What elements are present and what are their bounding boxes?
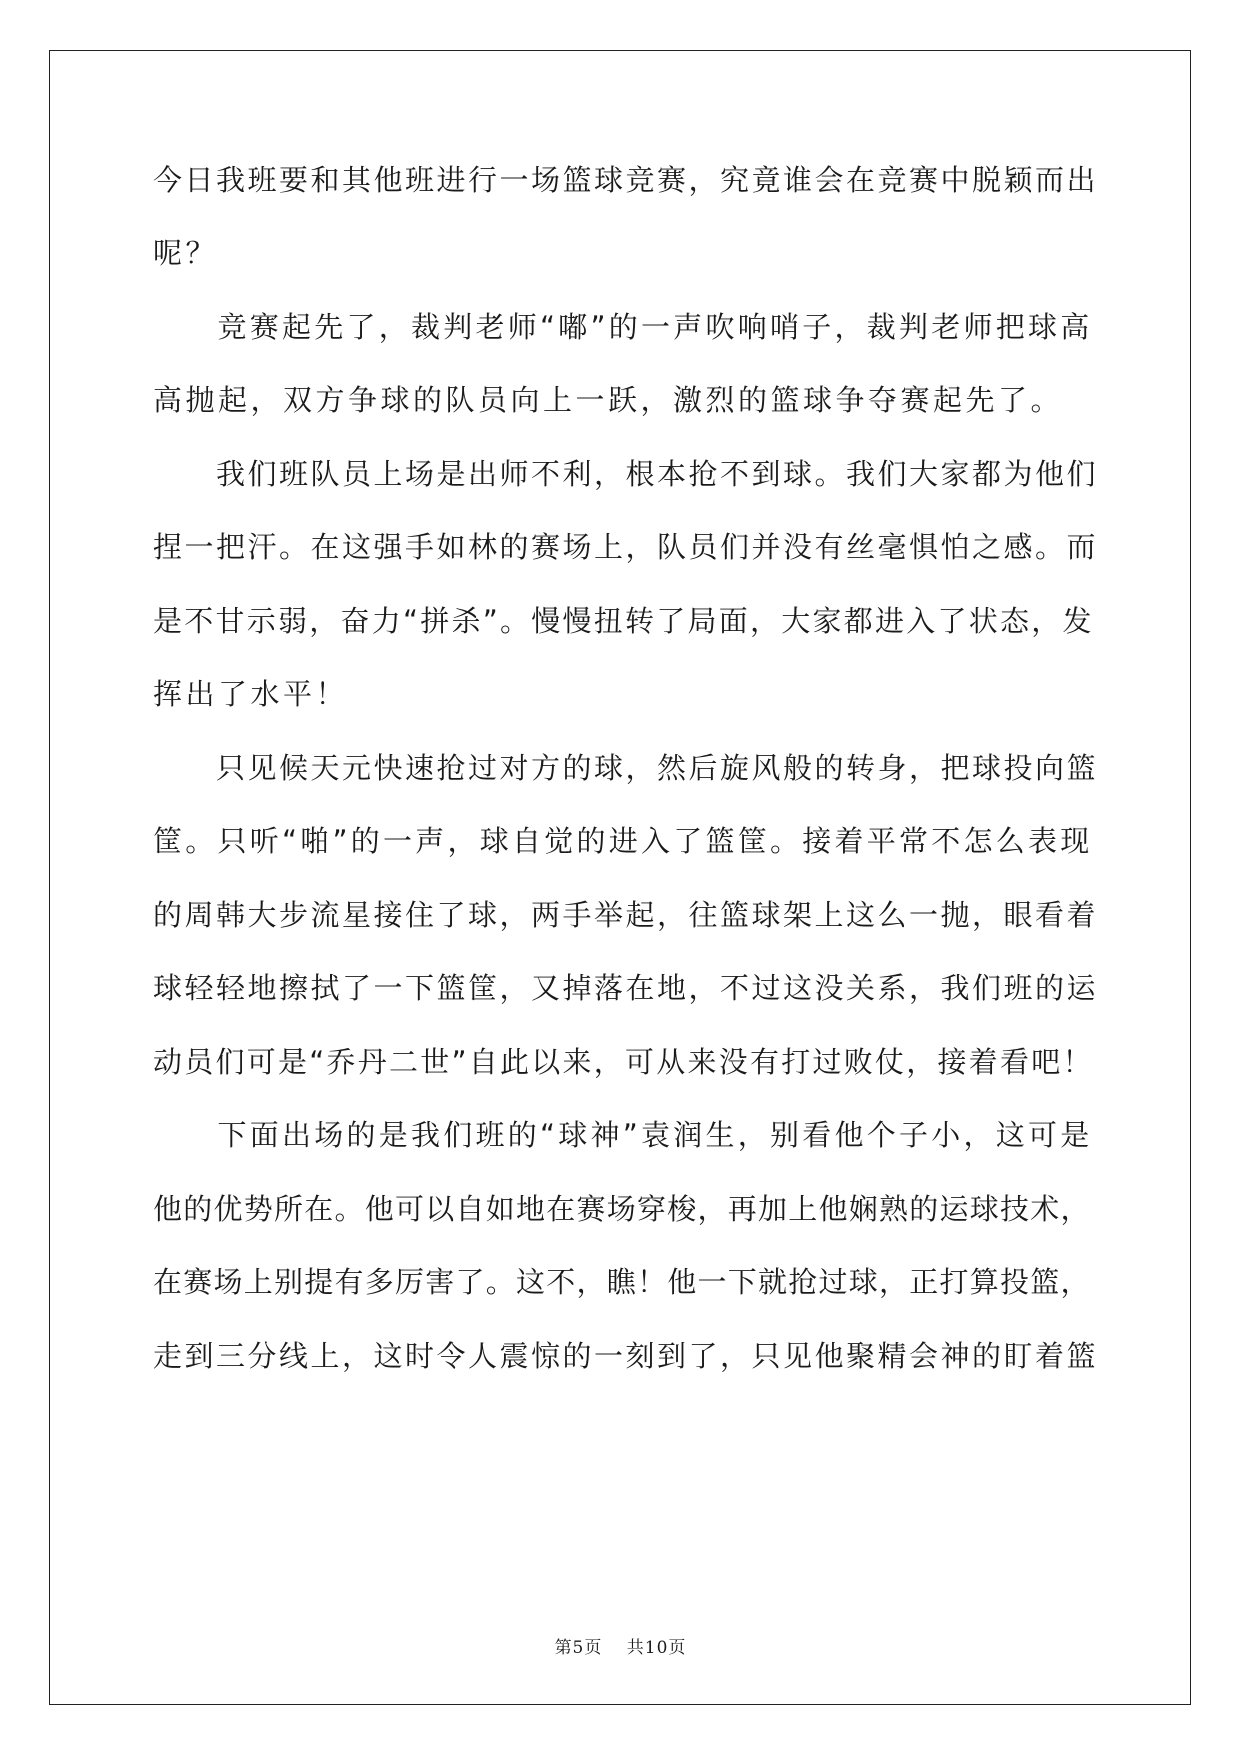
text-line: 走到三分线上，这时令人震惊的一刻到了，只见他聚精会神的盯着篮: [153, 1339, 1099, 1373]
text-line: 下面出场的是我们班的“球神”袁润生，别看他个子小，这可是: [153, 1118, 1093, 1152]
text-line: 动员们可是“乔丹二世”自此以来，可从来没有打过败仗，接着看吧！: [153, 1045, 1094, 1079]
text-line: 高抛起，双方争球的队员向上一跃，激烈的篮球争夺赛起先了。: [153, 383, 1064, 417]
text-line: 我们班队员上场是出师不利，根本抢不到球。我们大家都为他们: [153, 457, 1099, 491]
text-line: 球轻轻地擦拭了一下篮筐，又掉落在地，不过这没关系，我们班的运: [153, 971, 1099, 1005]
text-line: 挥出了水平！: [153, 677, 349, 711]
text-line: 在赛场上别提有多厉害了。这不，瞧！他一下就抢过球，正打算投篮，: [153, 1265, 1091, 1299]
page-border: [49, 50, 1191, 1705]
text-line: 竞赛起先了，裁判老师“嘟”的一声吹响哨子，裁判老师把球高: [153, 310, 1093, 344]
text-line: 的周韩大步流星接住了球，两手举起，往篮球架上这么一抛，眼看着: [153, 898, 1099, 932]
page-number-footer: 第5页 共10页: [554, 1638, 687, 1658]
text-line: 捏一把汗。在这强手如林的赛场上，队员们并没有丝毫惧怕之感。而: [153, 530, 1099, 564]
text-line: 筐。只听“啪”的一声，球自觉的进入了篮筐。接着平常不怎么表现: [153, 824, 1093, 858]
text-line: 呢？: [153, 236, 219, 270]
text-line: 只见候天元快速抢过对方的球，然后旋风般的转身，把球投向篮: [153, 751, 1099, 785]
text-line: 是不甘示弱，奋力“拼杀”。慢慢扭转了局面，大家都进入了状态，发: [153, 604, 1094, 638]
text-line: 今日我班要和其他班进行一场篮球竞赛，究竟谁会在竞赛中脱颖而出: [153, 163, 1099, 197]
text-line: 他的优势所在。他可以自如地在赛场穿梭，再加上他娴熟的运球技术，: [153, 1192, 1091, 1226]
